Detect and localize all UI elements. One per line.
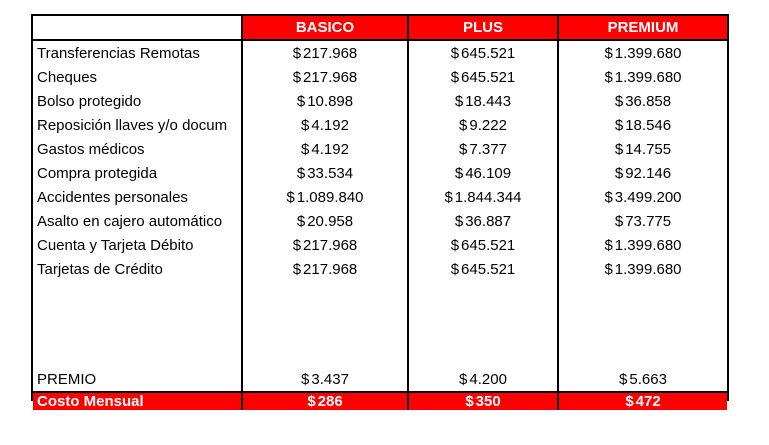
empty-cell <box>559 281 727 367</box>
cell-value: 1.399.680 <box>614 44 682 62</box>
currency-symbol: $ <box>450 68 460 86</box>
header-plus: PLUS <box>409 16 559 41</box>
currency-symbol: $ <box>292 236 302 254</box>
currency-symbol: $ <box>450 236 460 254</box>
cell-premium <box>559 233 727 257</box>
cell-basico <box>243 185 409 209</box>
currency-symbol: $ <box>450 260 460 278</box>
cell-value: 92.146 <box>625 164 672 182</box>
cell-value: 14.755 <box>625 140 672 158</box>
cell-plus <box>409 65 559 89</box>
cell-value: 4.192 <box>311 140 349 158</box>
cell-basico <box>243 41 409 65</box>
row-label: Gastos médicos <box>33 137 243 161</box>
premio-plus <box>409 367 559 391</box>
cell-plus <box>409 41 559 65</box>
cell-premium <box>559 65 727 89</box>
cell-value: 1.399.680 <box>614 260 682 278</box>
cell-premium <box>559 185 727 209</box>
cell-value: 9.222 <box>469 116 507 134</box>
row-label: Tarjetas de Crédito <box>33 257 243 281</box>
cell-value: 350 <box>475 393 501 410</box>
pricing-table <box>31 14 729 410</box>
currency-symbol: $ <box>459 140 468 158</box>
cell-value: 645.521 <box>461 44 516 62</box>
premio-premium <box>559 367 727 391</box>
cell-basico <box>243 89 409 113</box>
currency-symbol: $ <box>296 164 306 182</box>
currency-symbol: $ <box>301 116 310 134</box>
cell-value: 46.109 <box>465 164 512 182</box>
cell-value: 73.775 <box>625 212 672 230</box>
cell-plus <box>409 185 559 209</box>
cell-value: 645.521 <box>461 68 516 86</box>
cell-value: 18.546 <box>625 116 672 134</box>
currency-symbol: $ <box>625 393 634 410</box>
cell-value: 217.968 <box>303 260 358 278</box>
currency-symbol: $ <box>454 212 464 230</box>
cell-plus <box>409 89 559 113</box>
cell-value: 645.521 <box>461 260 516 278</box>
cell-value: 1.844.344 <box>454 188 522 206</box>
row-label: Cuenta y Tarjeta Débito <box>33 233 243 257</box>
cell-value: 217.968 <box>303 68 358 86</box>
cell-value: 36.887 <box>465 212 512 230</box>
cell-premium <box>559 41 727 65</box>
cell-value: 1.399.680 <box>614 68 682 86</box>
cell-premium <box>559 137 727 161</box>
cell-premium <box>559 113 727 137</box>
currency-symbol: $ <box>604 188 613 206</box>
cell-plus <box>409 209 559 233</box>
currency-symbol: $ <box>604 68 613 86</box>
cell-premium <box>559 89 727 113</box>
premio-basico <box>243 367 409 391</box>
currency-symbol: $ <box>604 236 613 254</box>
cell-value: 217.968 <box>303 236 358 254</box>
currency-symbol: $ <box>614 140 624 158</box>
cell-value: 4.200 <box>469 370 507 388</box>
cell-basico <box>243 161 409 185</box>
currency-symbol: $ <box>292 260 302 278</box>
currency-symbol: $ <box>454 92 464 110</box>
currency-symbol: $ <box>307 393 316 410</box>
cell-basico <box>243 257 409 281</box>
currency-symbol: $ <box>286 188 295 206</box>
currency-symbol: $ <box>619 370 628 388</box>
cell-value: 645.521 <box>461 236 516 254</box>
currency-symbol: $ <box>444 188 453 206</box>
currency-symbol: $ <box>296 92 306 110</box>
cell-plus <box>409 233 559 257</box>
premio-label: PREMIO <box>33 367 243 391</box>
currency-symbol: $ <box>450 44 460 62</box>
currency-symbol: $ <box>459 116 468 134</box>
currency-symbol: $ <box>454 164 464 182</box>
costo-mensual-basico <box>243 391 409 410</box>
cell-plus <box>409 161 559 185</box>
currency-symbol: $ <box>296 212 306 230</box>
currency-symbol: $ <box>604 44 613 62</box>
cell-premium <box>559 161 727 185</box>
cell-plus <box>409 257 559 281</box>
row-label: Compra protegida <box>33 161 243 185</box>
cell-premium <box>559 257 727 281</box>
currency-symbol: $ <box>614 116 624 134</box>
cell-plus <box>409 137 559 161</box>
currency-symbol: $ <box>292 68 302 86</box>
cell-value: 1.399.680 <box>614 236 682 254</box>
header-premium: PREMIUM <box>559 16 727 41</box>
currency-symbol: $ <box>459 370 468 388</box>
currency-symbol: $ <box>614 164 624 182</box>
currency-symbol: $ <box>301 140 310 158</box>
currency-symbol: $ <box>604 260 613 278</box>
cell-basico <box>243 113 409 137</box>
cell-value: 18.443 <box>465 92 512 110</box>
row-label: Reposición llaves y/o docum <box>33 113 243 137</box>
empty-cell <box>33 281 243 367</box>
row-label: Cheques <box>33 65 243 89</box>
cell-basico <box>243 137 409 161</box>
cell-value: 217.968 <box>303 44 358 62</box>
row-label: Accidentes personales <box>33 185 243 209</box>
costo-mensual-premium <box>559 391 727 410</box>
cell-value: 286 <box>317 393 343 410</box>
empty-cell <box>409 281 559 367</box>
cell-plus <box>409 113 559 137</box>
row-label: Bolso protegido <box>33 89 243 113</box>
cell-basico <box>243 65 409 89</box>
currency-symbol: $ <box>292 44 302 62</box>
currency-symbol: $ <box>465 393 474 410</box>
cell-value: 1.089.840 <box>296 188 364 206</box>
cell-basico <box>243 209 409 233</box>
cell-basico <box>243 233 409 257</box>
header-basico: BASICO <box>243 16 409 41</box>
cell-value: 3.437 <box>311 370 349 388</box>
cell-value: 5.663 <box>629 370 667 388</box>
costo-mensual-label: Costo Mensual <box>33 391 243 410</box>
cell-value: 4.192 <box>311 116 349 134</box>
row-label: Asalto en cajero automático <box>33 209 243 233</box>
cell-value: 33.534 <box>307 164 354 182</box>
empty-cell <box>243 281 409 367</box>
cell-value: 20.958 <box>307 212 354 230</box>
currency-symbol: $ <box>614 212 624 230</box>
cell-premium <box>559 209 727 233</box>
cell-value: 36.858 <box>625 92 672 110</box>
cell-value: 10.898 <box>307 92 354 110</box>
cell-value: 472 <box>635 393 661 410</box>
costo-mensual-plus <box>409 391 559 410</box>
currency-symbol: $ <box>301 370 310 388</box>
cell-value: 7.377 <box>469 140 507 158</box>
currency-symbol: $ <box>614 92 624 110</box>
header-blank <box>33 16 243 41</box>
cell-value: 3.499.200 <box>614 188 682 206</box>
row-label: Transferencias Remotas <box>33 41 243 65</box>
